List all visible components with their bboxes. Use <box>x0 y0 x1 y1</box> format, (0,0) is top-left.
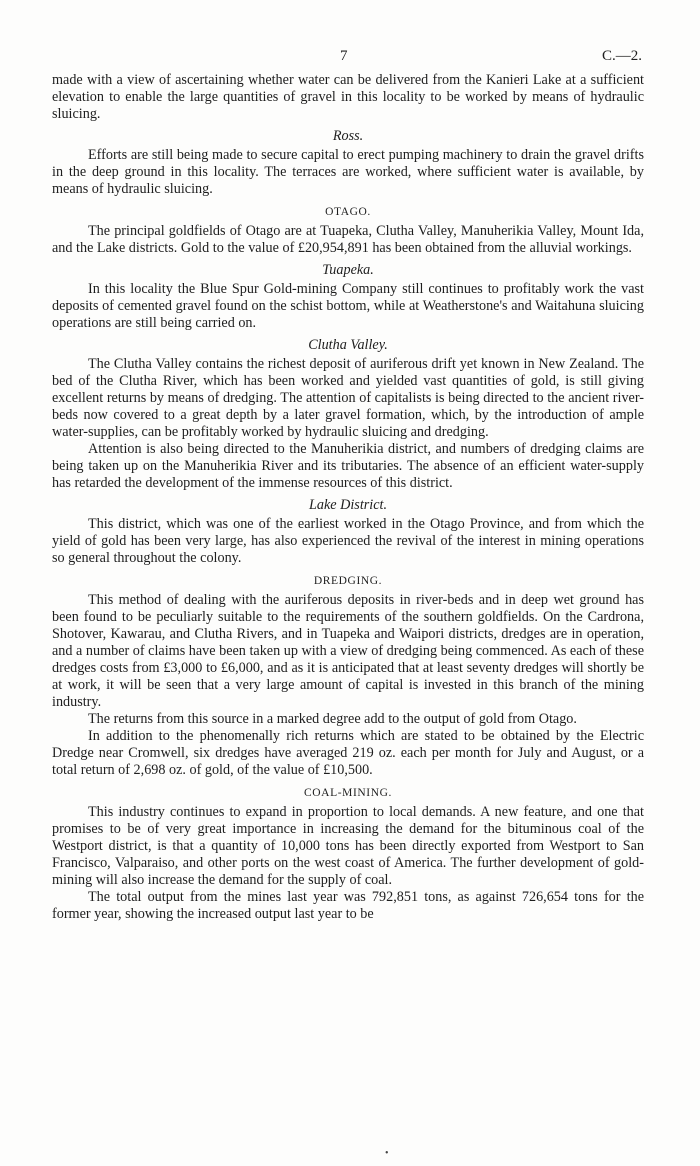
paragraph-coal-1: This industry continues to expand in proportion to local demands. A new feature, and one that promises to be of very great importance in increasing the demand for the bituminous coal of the Westport district, is that a quantity of 10,000 tons has been directly exported from Westport to San Francisco, Valparaiso, and other ports on the west coast of America. The further development of gold-mining will also increase the demand for the supply of coal. <box>52 804 644 888</box>
paragraph-ross: Efforts are still being made to secure capital to erect pumping machinery to drain the gravel drifts in the deep ground in this locality. The terraces are worked, where sufficient water is available, by means of hydraulic sluicing. <box>52 147 644 197</box>
heading-coal-mining: COAL-MINING. <box>303 787 392 799</box>
paragraph-clutha-2: Attention is also being directed to the Manuherikia district, and numbers of dredging claims are being taken up on the Manuherikia River and its tributaries. The absence of an efficient water-supply has retarded the development of the immense resources of this district. <box>52 441 644 491</box>
heading-clutha-valley: Clutha Valley. <box>308 337 388 353</box>
paragraph-dredging-1: This method of dealing with the auriferous deposits in river-beds and in deep wet ground has been found to be peculiarly suitable to the requirements of the southern goldfields. On the Cardrona, Shotover, Kawarau, and Clutha Rivers, and in Tuapeka and Waipori districts, dredges are in operation, and a number of claims have been taken up with a view of dredging being commenced. As each of these dredges costs from £3,000 to £6,000, and as it is anticipated that at least seventy dredges will shortly be at work, it will be seen that a very large amount of capital is invested in this branch of the mining industry. <box>52 592 644 710</box>
paragraph-intro: made with a view of ascertaining whether water can be delivered from the Kanieri Lake at a sufficient elevation to enable the large quantities of gravel in this locality to be worked by means of hydraulic sluicing. <box>52 72 644 122</box>
heading-ross: Ross. <box>332 128 364 144</box>
heading-lake-district: Lake District. <box>308 497 388 513</box>
paragraph-clutha-1: The Clutha Valley contains the richest deposit of auriferous drift yet known in New Zealand. The bed of the Clutha River, which has been worked and yielded vast quantities of gold, is still giving excellent returns by means of dredging. The attention of capitalists is being directed to the ancient river-beds now covered to a great depth by a later gravel formation, which, by the introduction of ample water-supplies, can be profitably worked by hydraulic sluicing and dredging. <box>52 356 644 440</box>
paragraph-dredging-3: In addition to the phenomenally rich returns which are stated to be obtained by the Electric Dredge near Cromwell, six dredges have averaged 219 oz. each per month for July and August, or a total return of 2,698 oz. of gold, of the value of £10,500. <box>52 728 644 778</box>
heading-dredging: DREDGING. <box>313 575 383 587</box>
page-header <box>0 48 700 68</box>
heading-otago: OTAGO. <box>325 206 371 218</box>
paragraph-tuapeka: In this locality the Blue Spur Gold-mining Company still continues to profitably work the vast deposits of cemented gravel found on the schist bottom, while at Weatherstone's and Waitahuna sluicing operations are still being carried on. <box>52 281 644 331</box>
document-body <box>52 72 644 923</box>
paper-code: C.—2. <box>601 48 642 64</box>
paragraph-otago: The principal goldfields of Otago are at Tuapeka, Clutha Valley, Manuherikia Valley, Mount Ida, and the Lake districts. Gold to the value of £20,954,891 has been obtained from the alluvial workings. <box>52 223 644 256</box>
paragraph-dredging-2: The returns from this source in a marked degree add to the output of gold from Otago. <box>88 711 577 727</box>
page-number: 7 <box>340 48 348 64</box>
heading-tuapeka: Tuapeka. <box>322 262 374 278</box>
footer-mark: • <box>385 1148 389 1159</box>
paragraph-coal-2: The total output from the mines last year was 792,851 tons, as against 726,654 tons for the former year, showing the increased output last year to be <box>52 889 644 922</box>
paragraph-lake: This district, which was one of the earliest worked in the Otago Province, and from which the yield of gold has been very large, has also experienced the revival of the interest in mining operations so general throughout the colony. <box>52 516 644 566</box>
